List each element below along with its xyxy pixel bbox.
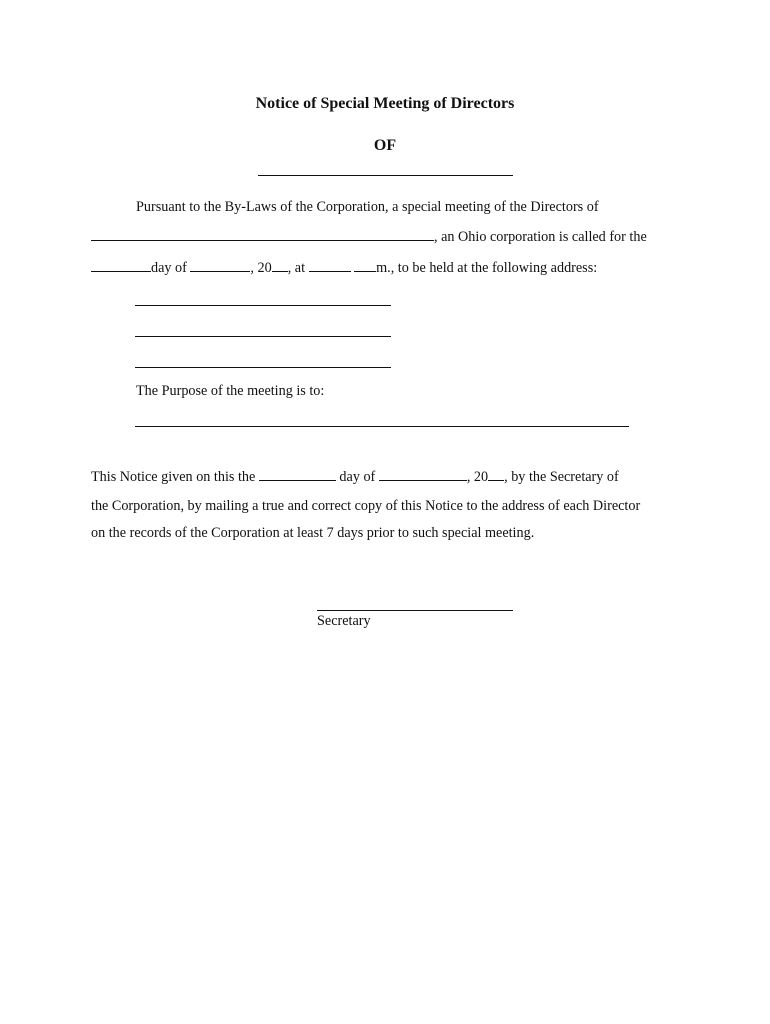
address-line-2[interactable] — [135, 336, 391, 337]
paragraph2-line3: on the records of the Corporation at least 7 days prior to such special meeting. — [91, 525, 535, 541]
notice-day-of-text: day of — [339, 469, 376, 485]
notice-year-prefix-text: , 20 — [466, 469, 489, 485]
corporation-blank[interactable] — [91, 228, 434, 241]
notice-given-text: This Notice given on this the — [91, 469, 256, 485]
corporation-name-blank[interactable] — [258, 175, 513, 176]
signature-line[interactable] — [317, 610, 513, 611]
meeting-month-blank[interactable] — [190, 259, 250, 272]
meeting-year-blank[interactable] — [272, 259, 288, 272]
notice-year-blank[interactable] — [488, 468, 504, 481]
day-of-text: day of — [151, 260, 187, 276]
of-heading: OF — [373, 137, 397, 154]
notice-month-blank[interactable] — [379, 468, 467, 481]
paragraph2-line1 — [91, 468, 619, 486]
address-line-1[interactable] — [135, 305, 391, 306]
at-text: , at — [287, 260, 306, 276]
purpose-line[interactable] — [135, 426, 629, 427]
paragraph1-line2 — [91, 228, 647, 246]
address-line-3[interactable] — [135, 367, 391, 368]
paragraph1-line1: Pursuant to the By-Laws of the Corporation, a special meeting of the Directors of — [136, 199, 599, 215]
document-title: Notice of Special Meeting of Directors — [255, 95, 515, 112]
purpose-label: The Purpose of the meeting is to: — [136, 383, 325, 399]
paragraph1-line3 — [91, 259, 597, 277]
notice-secretary-text: , by the Secretary of — [504, 469, 619, 485]
meeting-time-blank[interactable] — [309, 259, 351, 272]
year-prefix-text: , 20 — [250, 260, 272, 276]
notice-day-blank[interactable] — [259, 468, 336, 481]
address-intro-text: m., to be held at the following address: — [376, 260, 598, 276]
signature-label: Secretary — [317, 613, 371, 629]
meeting-day-blank[interactable] — [91, 259, 151, 272]
paragraph2-line2: the Corporation, by mailing a true and correct copy of this Notice to the address of each Director — [91, 498, 641, 514]
paragraph1-line2-text: , an Ohio corporation is called for the — [434, 229, 647, 245]
meeting-ampm-blank[interactable] — [354, 259, 376, 272]
